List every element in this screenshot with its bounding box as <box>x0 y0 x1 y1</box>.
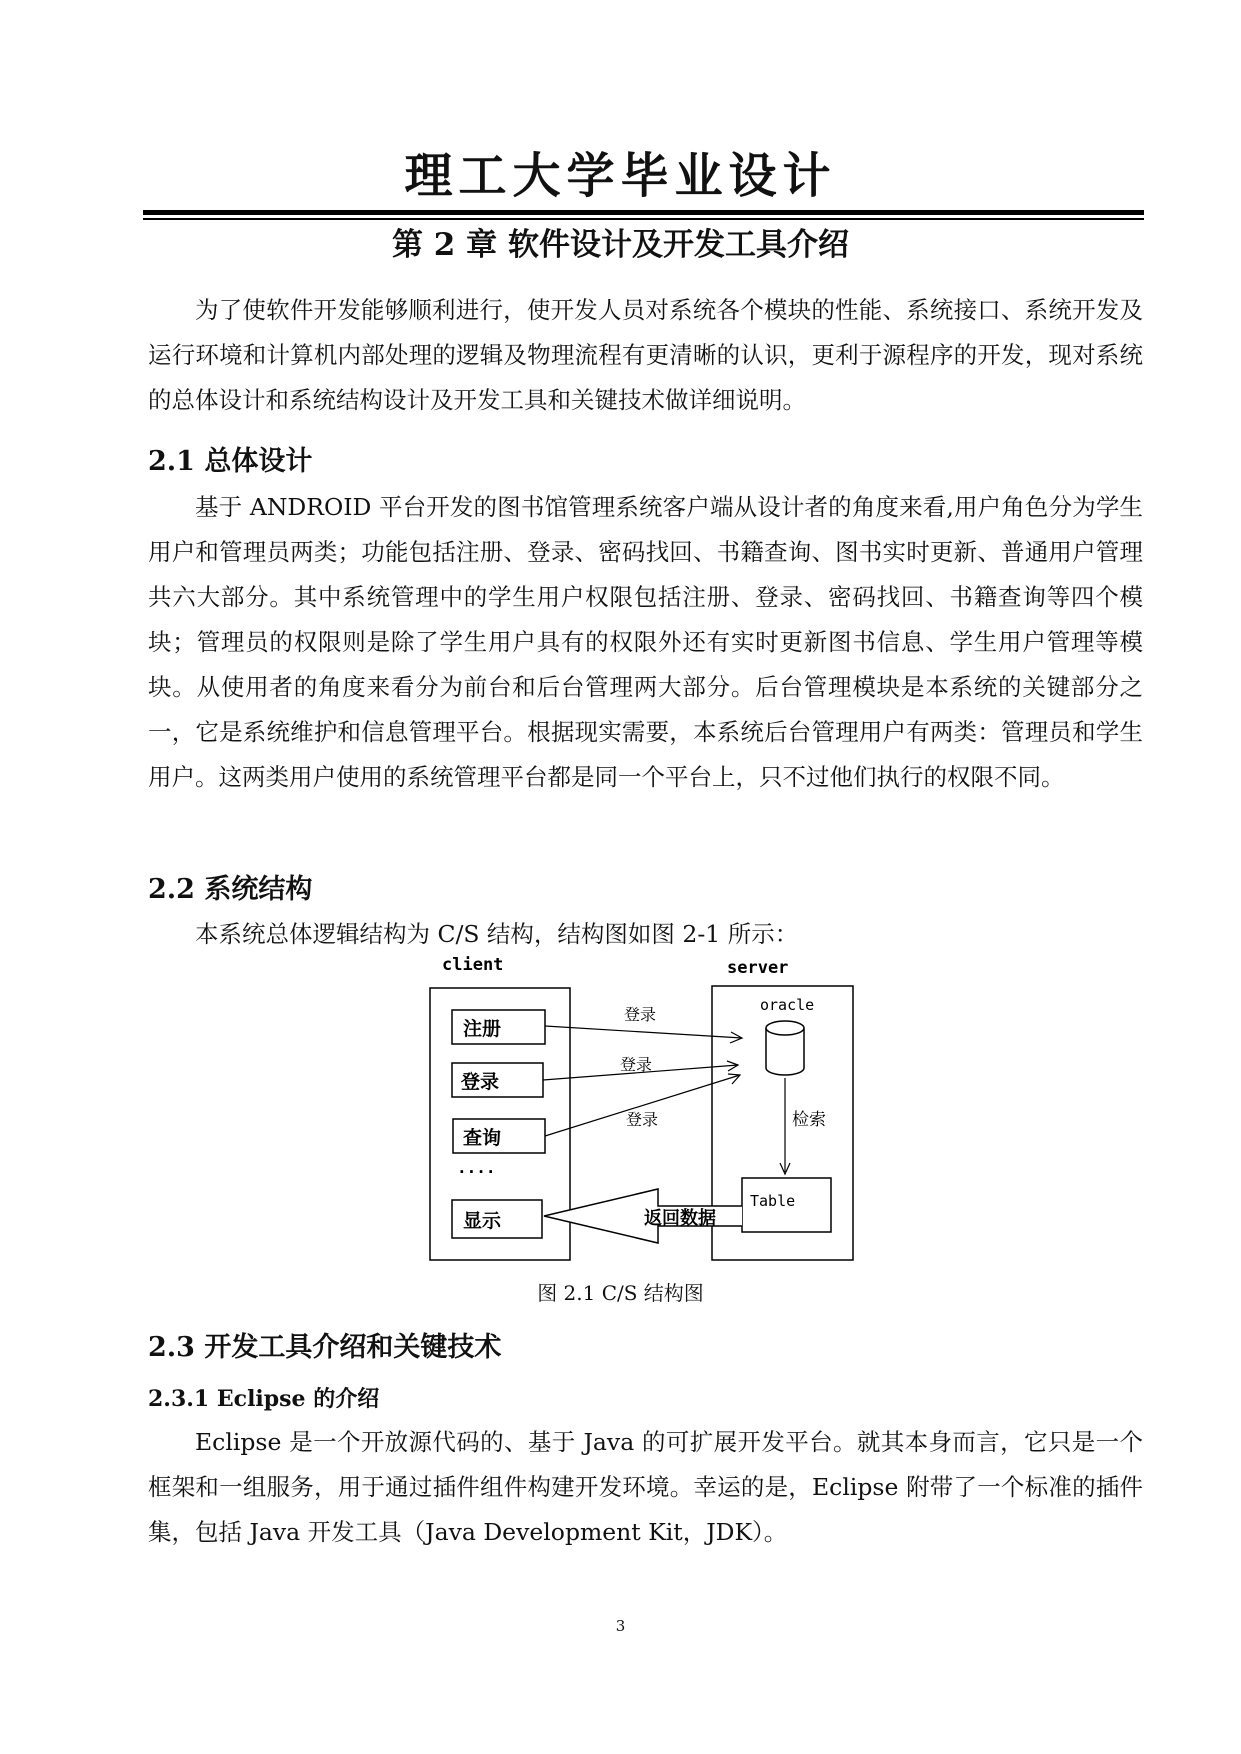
chapter-title: 第 2 章 软件设计及开发工具介绍 <box>392 227 849 263</box>
cs-structure-diagram <box>420 948 880 1278</box>
arrow-label-3: 登录 <box>626 1110 659 1129</box>
header-rule-thick <box>143 210 1144 215</box>
intro-paragraph: 为了使软件开发能够顺利进行，使开发人员对系统各个模块的性能、系统接口、系统开发及运行环境和计算机内部处理的逻辑及物理流程有更清晰的认识，更利于源程序的开发，现对系统的总体设计和系统结构设计及开发工具和关键技术做详细说明。 <box>148 296 1143 414</box>
search-label: 检索 <box>792 1110 826 1130</box>
arrow-label-2: 登录 <box>620 1055 653 1074</box>
section-heading-2-2: 2.2 系统结构 <box>148 874 313 905</box>
section-2-1-paragraph: 基于 ANDROID 平台开发的图书馆管理系统客户端从设计者的角度来看,用户角色分为学生用户和管理员两类；功能包括注册、登录、密码找回、书籍查询、图书实时更新、普通用户管理共六大部分。其中系统管理中的学生用户权限包括注册、登录、密码找回、书籍查询等四个模块；管理员的权限则是除了学生用户具有的权限外还有实时更新图书信息、学生用户管理等模块。从使用者的角度来看分为前台和后台管理两大部分。后台管理模块是本系统的关键部分之一，它是系统维护和信息管理平台。根据现实需要，本系统后台管理用户有两类：管理员和学生用户。这两类用户使用的系统管理平台都是同一个平台上，只不过他们执行的权限不同。 <box>148 493 1143 791</box>
login-label: 登录 <box>461 1071 500 1093</box>
section-heading-2-3: 2.3 开发工具介绍和关键技术 <box>148 1332 502 1363</box>
section-heading-2-1: 2.1 总体设计 <box>148 446 313 477</box>
page-header-title: 理工大学毕业设计 <box>404 148 837 204</box>
section-heading-2-3-1: 2.3.1 Eclipse 的介绍 <box>148 1386 380 1412</box>
query-label: 查询 <box>463 1127 502 1149</box>
section-2-2-paragraph: 本系统总体逻辑结构为 C/S 结构，结构图如图 2-1 所示： <box>195 920 799 948</box>
client-label: client <box>442 955 504 975</box>
table-label: Table <box>750 1192 796 1210</box>
arrow-label-1: 登录 <box>624 1005 657 1024</box>
server-label: server <box>727 958 789 978</box>
ellipsis: .... <box>457 1158 496 1177</box>
db-label: oracle <box>760 996 815 1014</box>
register-label: 注册 <box>463 1018 502 1040</box>
page-number: 3 <box>615 1617 626 1635</box>
section-2-3-1-paragraph: Eclipse 是一个开放源代码的、基于 Java 的可扩展开发平台。就其本身而言，它只是一个框架和一组服务，用于通过插件组件构建开发环境。幸运的是，Eclipse 附带了一个标准的插件集，包括 Java 开发工具（Java Development Kit，JDK）。 <box>148 1428 1143 1546</box>
return-label: 返回数据 <box>644 1208 716 1229</box>
display-label: 显示 <box>463 1210 502 1232</box>
header-rule-thin <box>143 218 1144 220</box>
db-cylinder-top <box>766 1021 804 1035</box>
figure-caption: 图 2.1 C/S 结构图 <box>537 1281 704 1305</box>
